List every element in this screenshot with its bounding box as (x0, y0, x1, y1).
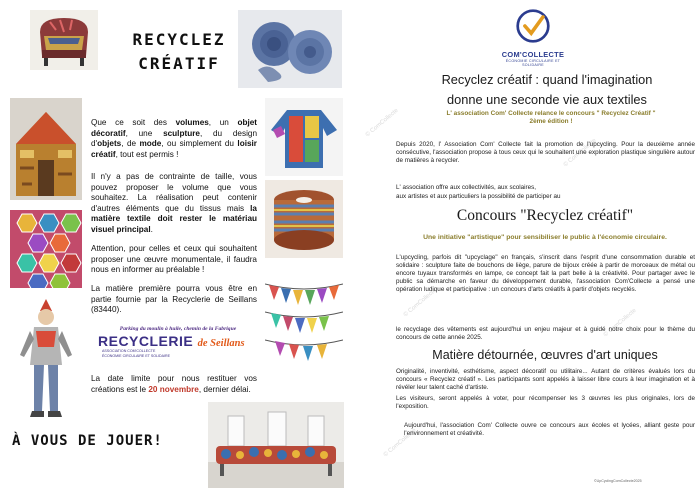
recyclerie-logo (98, 326, 258, 370)
article-para-offer-line2: aux artistes et aux particuliers la possibilité de participer au (396, 193, 561, 200)
comcollecte-check-icon (515, 8, 551, 44)
watermark-1: © ComCollecte (364, 107, 400, 139)
left-header-title (120, 28, 238, 76)
comcollecte-name: COM'COLLECTE (501, 50, 565, 59)
deadline-text-end: , dernier délai. (198, 384, 251, 394)
intro-text-3: , une (125, 128, 164, 138)
photo-upcycled-jacket (265, 98, 343, 176)
intro-bold-loisir: loisir créatif (91, 139, 257, 159)
article-title-line1: Recyclez créatif : quand l'imagination (441, 72, 653, 87)
size-text: Il n'y a pas de contrainte de taille, vous pouvez proposer le volume que vous souhaitez. La réalisation peut contenir d'autres éléments que du tissus mais (91, 172, 257, 213)
intro-bold-mode: mode (139, 139, 162, 148)
recyclerie-assoc: ASSOCIATION COM'COLLECTE (102, 349, 156, 353)
left-intro-paragraph (91, 118, 257, 160)
photo-hexagon-quilt (10, 210, 82, 288)
left-material-paragraph: La matière première pourra vous être en partie fournie par la Recyclerie de Seillans (83440). (91, 284, 257, 314)
article-para-schools: Aujourd'hui, l'association Com' Collecte ouvre ce concours aux écoles et lycées, alliant geste pour l'environnement et créativité. (404, 422, 695, 437)
header-title-line1: RECYCLEZ (132, 30, 226, 49)
intro-text-1: Que ce soit des (91, 118, 176, 127)
photo-rolled-fabric-spool (265, 180, 343, 258)
photo-textile-doll (14, 295, 78, 421)
contest-title: Concours "Recyclez créatif" (456, 207, 634, 224)
photo-upcycled-benches (208, 402, 344, 488)
watermark-2: © ComCollecte (562, 137, 598, 169)
size-bold-textile: la matière textile doit rester le matériau visuel principal (91, 203, 257, 234)
recyclerie-name-text: RECYCLERIE (98, 333, 194, 349)
article-para-offer-line1: L' association offre aux collectivités, aux scolaires, (396, 184, 537, 191)
header-title-line2: CRÉATIF (138, 54, 220, 73)
contest-initiative: Une initiative "artistique" pour sensibiliser le public à l'économie circulaire. (423, 234, 667, 241)
comcollecte-logo (497, 8, 569, 67)
recyclerie-parking: Parking du moulin à huile, chemin de la Fabrique (119, 326, 237, 332)
intro-bold-objets: objets (97, 139, 122, 148)
intro-text-6: , ou simplement du (161, 139, 238, 148)
intro-text-5: , de (121, 139, 140, 148)
article-para-theme: le recyclage des vêtements est aujourd'hui un enjeu majeur et à guidé notre choix pour le thème du concours de cette année 2025. (396, 326, 695, 341)
deadline-text: La date limite pour nous restituer vos créations est le (91, 374, 257, 394)
article-title-line2: donne une seconde vie aux textiles (447, 92, 647, 107)
article-para-upcycling: L'upcycling, parfois dit "upcyclage" en français, s'inscrit dans l'esprit d'une consommation durable et solidaire : sculpture faite de bouchons de liège, parure de bijoux créée à partir de morceaux de métal ou encore tuyaux transformés en lampe, ce concept fait la part belle à la créativité. Pour partager avec le public sa démarche en faveur du développement durable, l'association Com'Collecte a pensé une opération ludique et participative : un concours d'arts créatifs à partir d'objets recyclés. (396, 254, 695, 293)
intro-text-7: , tout est permis ! (115, 149, 179, 159)
size-text-end: . (150, 224, 153, 234)
watermark-5: © ComCollecte (382, 427, 418, 459)
article-heading-matiere: Matière détournée, œuvres d'art uniques (432, 348, 658, 362)
article-subtitle-line2: 2ème édition ! (529, 118, 573, 125)
left-footer-slogan: À VOUS DE JOUER! (12, 433, 163, 449)
intro-bold-volumes: volumes (175, 118, 209, 127)
intro-text-4: , du design d' (91, 128, 257, 148)
copyright-note: ©UpCyclingComCollecte2025 (594, 479, 642, 483)
left-size-paragraph (91, 172, 257, 235)
article-para-visitors: Les visiteurs, seront appelés à voter, pour récompenser les 3 œuvres les plus originales, lors de l'exposition. (396, 395, 695, 410)
intro-text-2: , un (208, 118, 238, 127)
photo-fabric-hut (10, 98, 82, 200)
photo-bunting-flags (265, 278, 343, 374)
recyclerie-tagline: ÉCONOMIE CIRCULAIRE ET SOLIDAIRE (102, 353, 171, 358)
comcollecte-tagline: ÉCONOMIE CIRCULAIRE ET SOLIDAIRE (505, 59, 561, 67)
intro-bold-objet: objet décoratif (91, 118, 257, 138)
photo-denim-roses (238, 10, 342, 88)
intro-bold-sculpture: sculpture (163, 128, 200, 138)
photo-textile-armchair (30, 10, 98, 70)
article-para-criteria: Originalité, inventivité, esthétisme, aspect décoratif ou utilitaire... Autant de critères évalués lors du concours « Recyclez créatif ». Les participants sont appelés à laisser libre cours à leur imagination et à révéler leur talent caché d'artiste. (396, 368, 695, 391)
left-warning-paragraph: Attention, pour celles et ceux qui souhaitent proposer une œuvre monumentale, il faudra nous en informer au préalable ! (91, 244, 257, 274)
article-para-intro: Depuis 2020, l' Association Com' Collecte fait la promotion de l'upcycling. Pour la deuxième année consécutive, l'association propose à tous ceux qui le souhaitent une exploration plastique singulière autour de matières à recycler. (396, 141, 695, 164)
recyclerie-name (98, 333, 258, 349)
deadline-date: 20 novembre (148, 384, 199, 394)
left-deadline-paragraph (91, 374, 257, 395)
watermark-3: © ComCollecte (402, 287, 438, 319)
recyclerie-city: de Seillans (197, 338, 245, 349)
article-subtitle-line1: L' association Com' Collecte relance le concours " Recyclez Créatif " (446, 110, 656, 117)
watermark-4: © ComCollecte (602, 307, 638, 339)
